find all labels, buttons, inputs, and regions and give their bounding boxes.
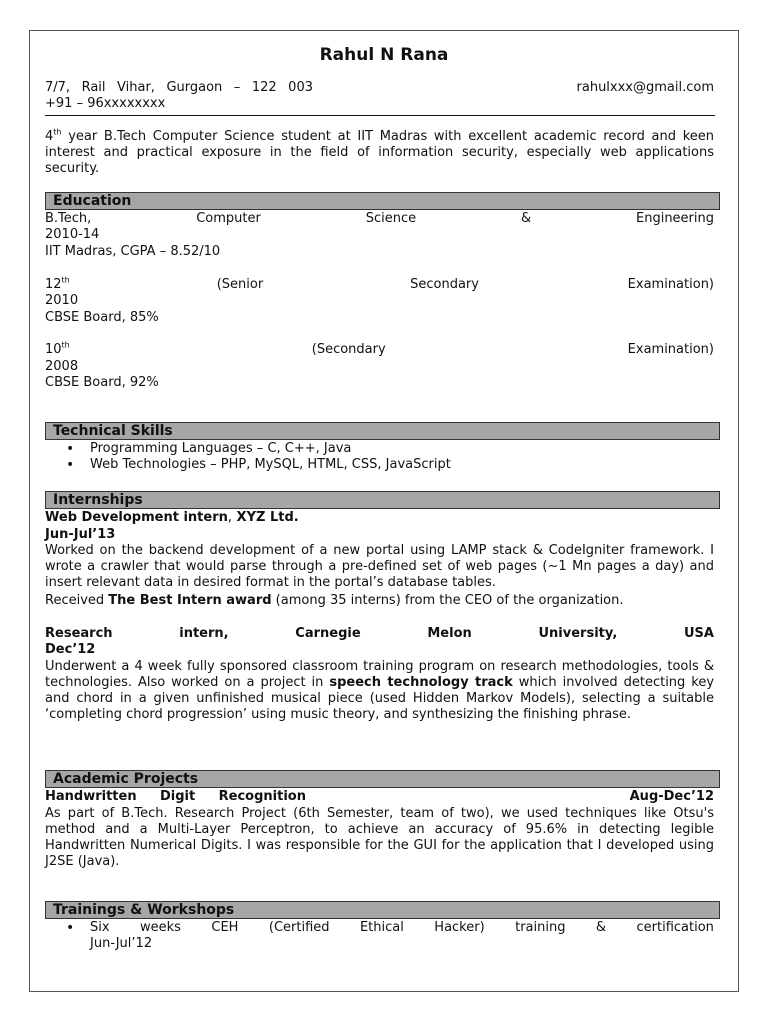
header-divider	[45, 115, 715, 116]
internship-1-date: Jun-Jul’13	[45, 527, 116, 542]
edu-12th-title: 12th (Senior Secondary Examination)	[45, 275, 714, 292]
section-projects-heading: Academic Projects	[45, 770, 720, 788]
internship-2-title: Research intern, Carnegie Melon University, USA	[45, 626, 714, 641]
list-item: • Six weeks CEH (Certified Ethical Hacker) training & certification	[45, 920, 714, 936]
edu-10th-title: 10th (Secondary Examination)	[45, 340, 714, 357]
edu-12th-detail: CBSE Board, 85%	[45, 310, 159, 325]
candidate-name: Rahul N Rana	[319, 45, 449, 65]
list-item: • Web Technologies – PHP, MySQL, HTML, CSS, JavaScript	[45, 457, 714, 473]
edu-10th-num: 10th	[45, 340, 70, 357]
skills-list	[45, 441, 714, 473]
list-item: • Programming Languages – C, C++, Java	[45, 441, 714, 457]
trainings-list	[45, 920, 714, 952]
internship-2-date: Dec’12	[45, 642, 96, 657]
project-title: Handwritten Digit Recognition	[45, 789, 306, 804]
section-skills-heading: Technical Skills	[45, 422, 720, 440]
edu-12th-year: 2010	[45, 293, 79, 308]
edu-btech-year: 2010-14	[45, 227, 100, 242]
internship-1-award: Received The Best Intern award (among 35 interns) from the CEO of the organization.	[45, 593, 624, 608]
project-date: Aug-Dec’12	[629, 789, 714, 804]
address: 7/7, Rail Vihar, Gurgaon – 122 003	[45, 80, 313, 95]
section-internships-heading: Internships	[45, 491, 720, 509]
email[interactable]: rahulxxx@gmail.com	[576, 80, 714, 95]
edu-10th-year: 2008	[45, 359, 79, 374]
contact-row	[45, 80, 714, 96]
summary: 4th year B.Tech Computer Science student at IIT Madras with excellent academic record and keen interest and practical exposure in the field of information security, especially web applications security.	[45, 127, 714, 176]
project-title-row	[45, 789, 714, 805]
edu-btech-detail: IIT Madras, CGPA – 8.52/10	[45, 244, 221, 259]
section-education-heading: Education	[45, 192, 720, 210]
internship-1-title: Web Development intern, XYZ Ltd.	[45, 510, 299, 525]
phone: +91 – 96xxxxxxxx	[45, 96, 166, 111]
resume-page	[29, 30, 739, 992]
training-date: Jun-Jul’12	[90, 936, 153, 951]
edu-btech-title: B.Tech, Computer Science & Engineering	[45, 211, 714, 226]
edu-10th-detail: CBSE Board, 92%	[45, 375, 159, 390]
internship-1-description: Worked on the backend development of a new portal using LAMP stack & CodeIgniter framework. I wrote a crawler that would parse through a pre-defined set of web pages (~1 Mn pages a day) and insert relevant data in desired format in the portal’s database tables.	[45, 543, 714, 590]
project-description: As part of B.Tech. Research Project (6th Semester, team of two), we used techniques like Otsu's method and a Multi-Layer Perceptron, to achieve an accuracy of 95.6% in detecting legible Handwritten Numerical Digits. I was responsible for the GUI for the application that I developed using J2SE (Java).	[45, 806, 714, 869]
internship-2-description: Underwent a 4 week fully sponsored classroom training program on research methodologies, tools & technologies. Also worked on a project in speech technology track which involved detecting key and chord in a given unfinished musical piece (used Hidden Markov Models), selecting a suitable ‘completing chord progression’ using music theory, and synthesizing the finishing phrase.	[45, 659, 715, 722]
section-trainings-heading: Trainings & Workshops	[45, 901, 720, 919]
